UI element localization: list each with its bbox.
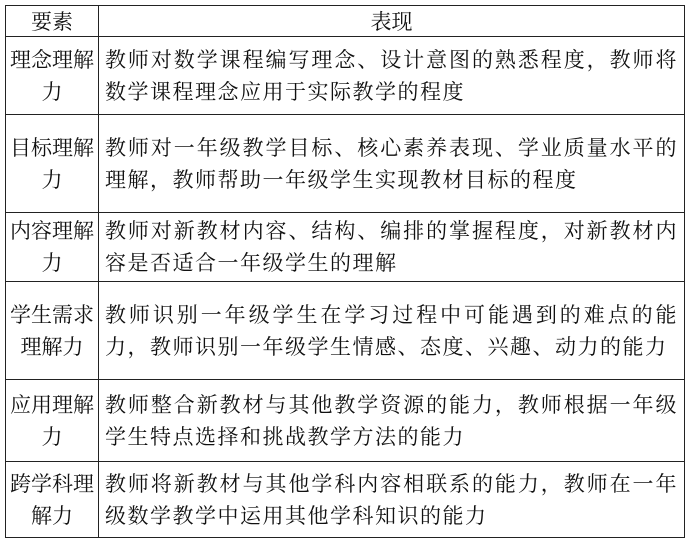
row-description: 教师整合新教材与其他教学资源的能力，教师根据一年级学生特点选择和挑战教学方法的能力 xyxy=(99,380,685,462)
table-header-row xyxy=(6,6,685,37)
row-description: 教师对数学课程编写理念、设计意图的熟悉程度，教师将数学课程理念应用于实际教学的程度 xyxy=(99,37,685,115)
elements-table-container xyxy=(5,5,685,535)
row-description: 教师对新教材内容、结构、编排的掌握程度，对新教材内容是否适合一年级学生的理解 xyxy=(99,213,685,282)
table-row xyxy=(6,37,685,115)
table-row xyxy=(6,282,685,380)
table-row xyxy=(6,213,685,282)
row-element: 应用理解力 xyxy=(6,380,99,462)
row-element: 内容理解力 xyxy=(6,213,99,282)
table-row xyxy=(6,115,685,213)
row-element: 目标理解力 xyxy=(6,115,99,213)
row-element: 跨学科理解力 xyxy=(6,462,99,538)
row-description: 教师将新教材与其他学科内容相联系的能力，教师在一年级数学教学中运用其他学科知识的能力 xyxy=(99,462,685,538)
table-row xyxy=(6,380,685,462)
row-element: 学生需求理解力 xyxy=(6,282,99,380)
row-description: 教师对一年级教学目标、核心素养表现、学业质量水平的理解，教师帮助一年级学生实现教材目标的程度 xyxy=(99,115,685,213)
row-element: 理念理解力 xyxy=(6,37,99,115)
header-element: 要素 xyxy=(6,6,99,37)
table-row xyxy=(6,462,685,538)
elements-table xyxy=(5,5,685,538)
row-description: 教师识别一年级学生在学习过程中可能遇到的难点的能力，教师识别一年级学生情感、态度、兴趣、动力的能力 xyxy=(99,282,685,380)
header-description: 表现 xyxy=(99,6,685,37)
